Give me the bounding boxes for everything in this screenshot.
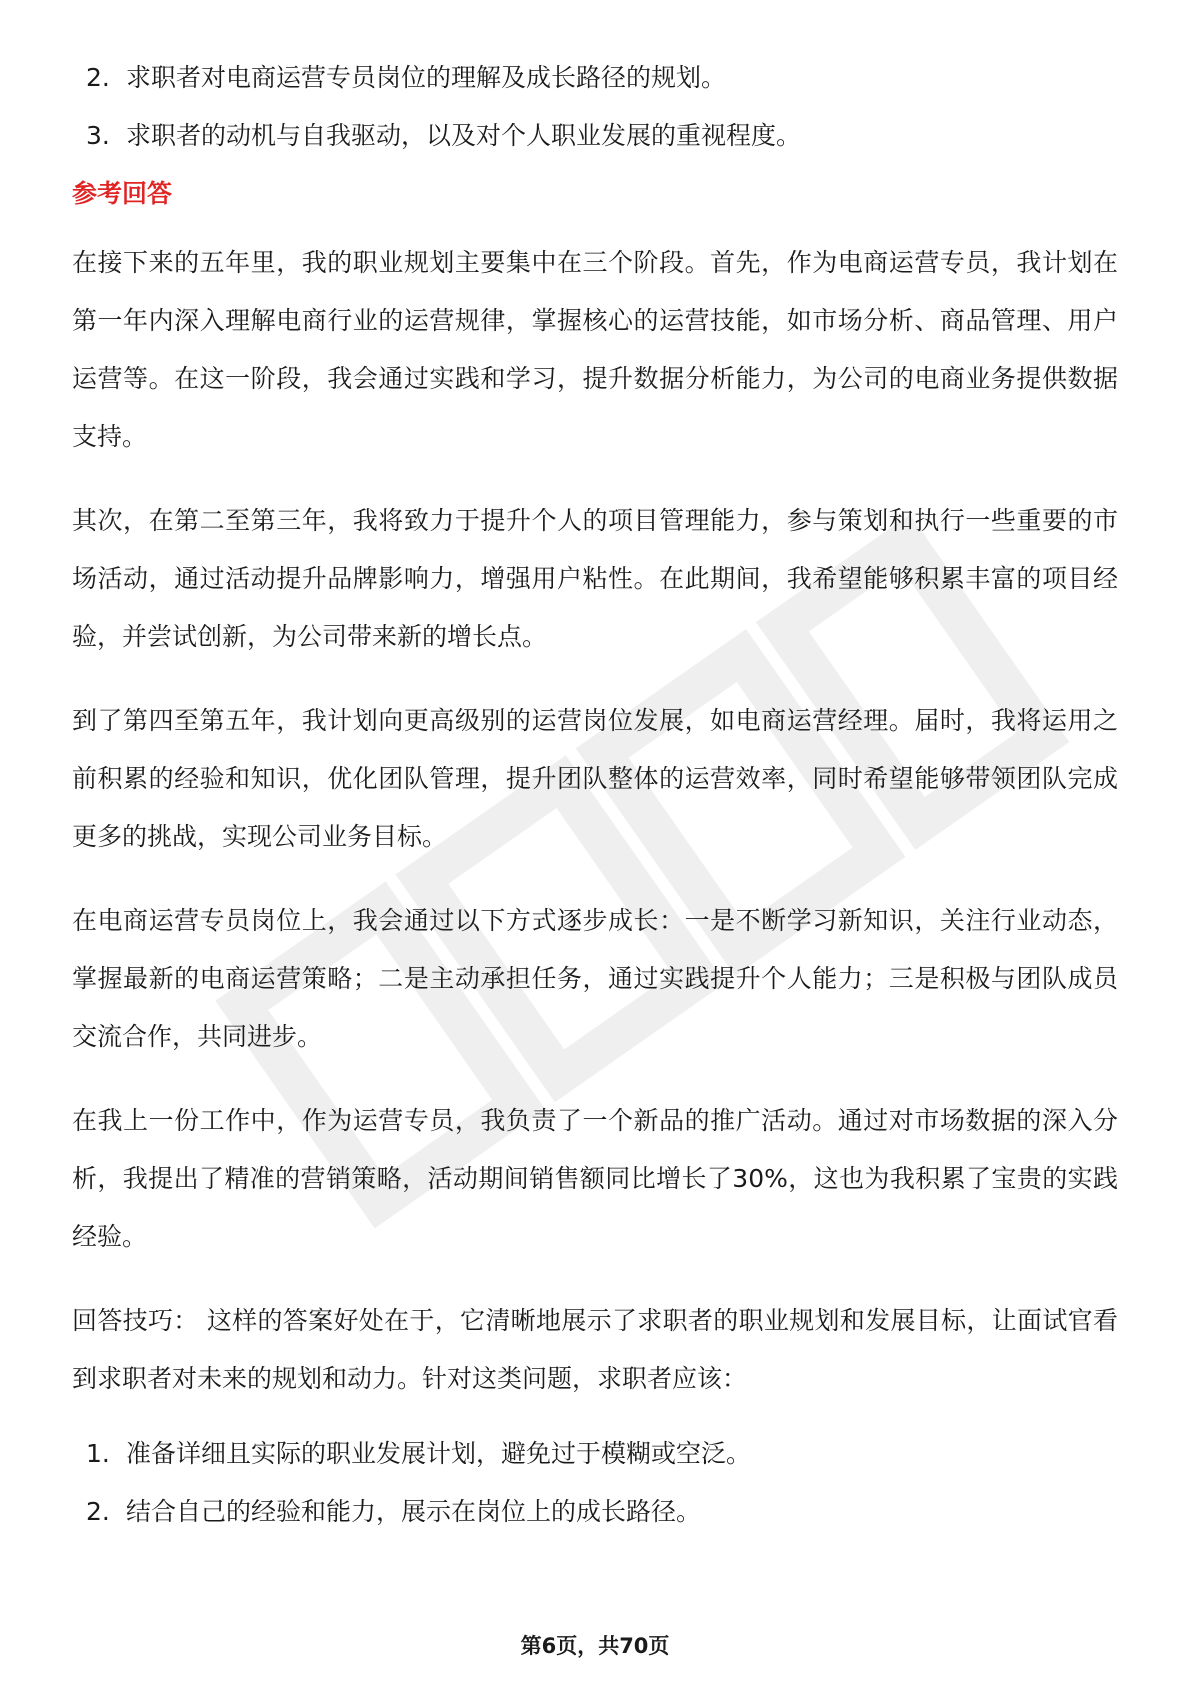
answer-paragraph: 其次，在第二至第三年，我将致力于提升个人的项目管理能力，参与策划和执行一些重要的市场活动，通过活动提升品牌影响力，增强用户粘性。在此期间，我希望能够积累丰富的项目经验，并尝试创新，为公司带来新的增长点。 — [72, 506, 1118, 651]
list-number: 2. — [86, 1497, 110, 1526]
list-text: 求职者的动机与自我驱动，以及对个人职业发展的重视程度。 — [126, 121, 802, 150]
page-footer: 第6页，共70页 — [520, 1634, 670, 1658]
answer-paragraph: 在接下来的五年里，我的职业规划主要集中在三个阶段。首先，作为电商运营专员，我计划在第一年内深入理解电商行业的运营规律，掌握核心的运营技能，如市场分析、商品管理、用户运营等。在这一阶段，我会通过实践和学习，提升数据分析能力，为公司的电商业务提供数据支持。 — [72, 248, 1118, 451]
list-text: 准备详细且实际的职业发展计划，避免过于模糊或空泛。 — [126, 1439, 752, 1468]
list-item — [72, 1494, 1118, 1530]
list-number: 1. — [86, 1439, 110, 1468]
answer-paragraph: 在电商运营专员岗位上，我会通过以下方式逐步成长：一是不断学习新知识，关注行业动态，掌握最新的电商运营策略；二是主动承担任务，通过实践提升个人能力；三是积极与团队成员交流合作，共同进步。 — [72, 906, 1118, 1051]
answer-tip: 回答技巧： 这样的答案好处在于，它清晰地展示了求职者的职业规划和发展目标，让面试官看到求职者对未来的规划和动力。针对这类问题，求职者应该： — [72, 1306, 1118, 1393]
list-number: 2. — [86, 63, 110, 92]
criteria-list — [72, 60, 1118, 154]
list-text: 求职者对电商运营专员岗位的理解及成长路径的规划。 — [126, 63, 727, 92]
list-text: 结合自己的经验和能力，展示在岗位上的成长路径。 — [126, 1497, 702, 1526]
list-item — [72, 60, 1118, 96]
list-item — [72, 1436, 1118, 1472]
answer-paragraph: 到了第四至第五年，我计划向更高级别的运营岗位发展，如电商运营经理。届时，我将运用之前积累的经验和知识，优化团队管理，提升团队整体的运营效率，同时希望能够带领团队完成更多的挑战，实现公司业务目标。 — [72, 706, 1118, 851]
answer-paragraph: 在我上一份工作中，作为运营专员，我负责了一个新品的推广活动。通过对市场数据的深入分析，我提出了精准的营销策略，活动期间销售额同比增长了30%，这也为我积累了宝贵的实践经验。 — [72, 1106, 1118, 1251]
section-title: 参考回答 — [72, 179, 173, 208]
list-item — [72, 118, 1118, 154]
list-number: 3. — [86, 121, 110, 150]
document-page — [72, 60, 1118, 1552]
tips-list — [72, 1436, 1118, 1530]
